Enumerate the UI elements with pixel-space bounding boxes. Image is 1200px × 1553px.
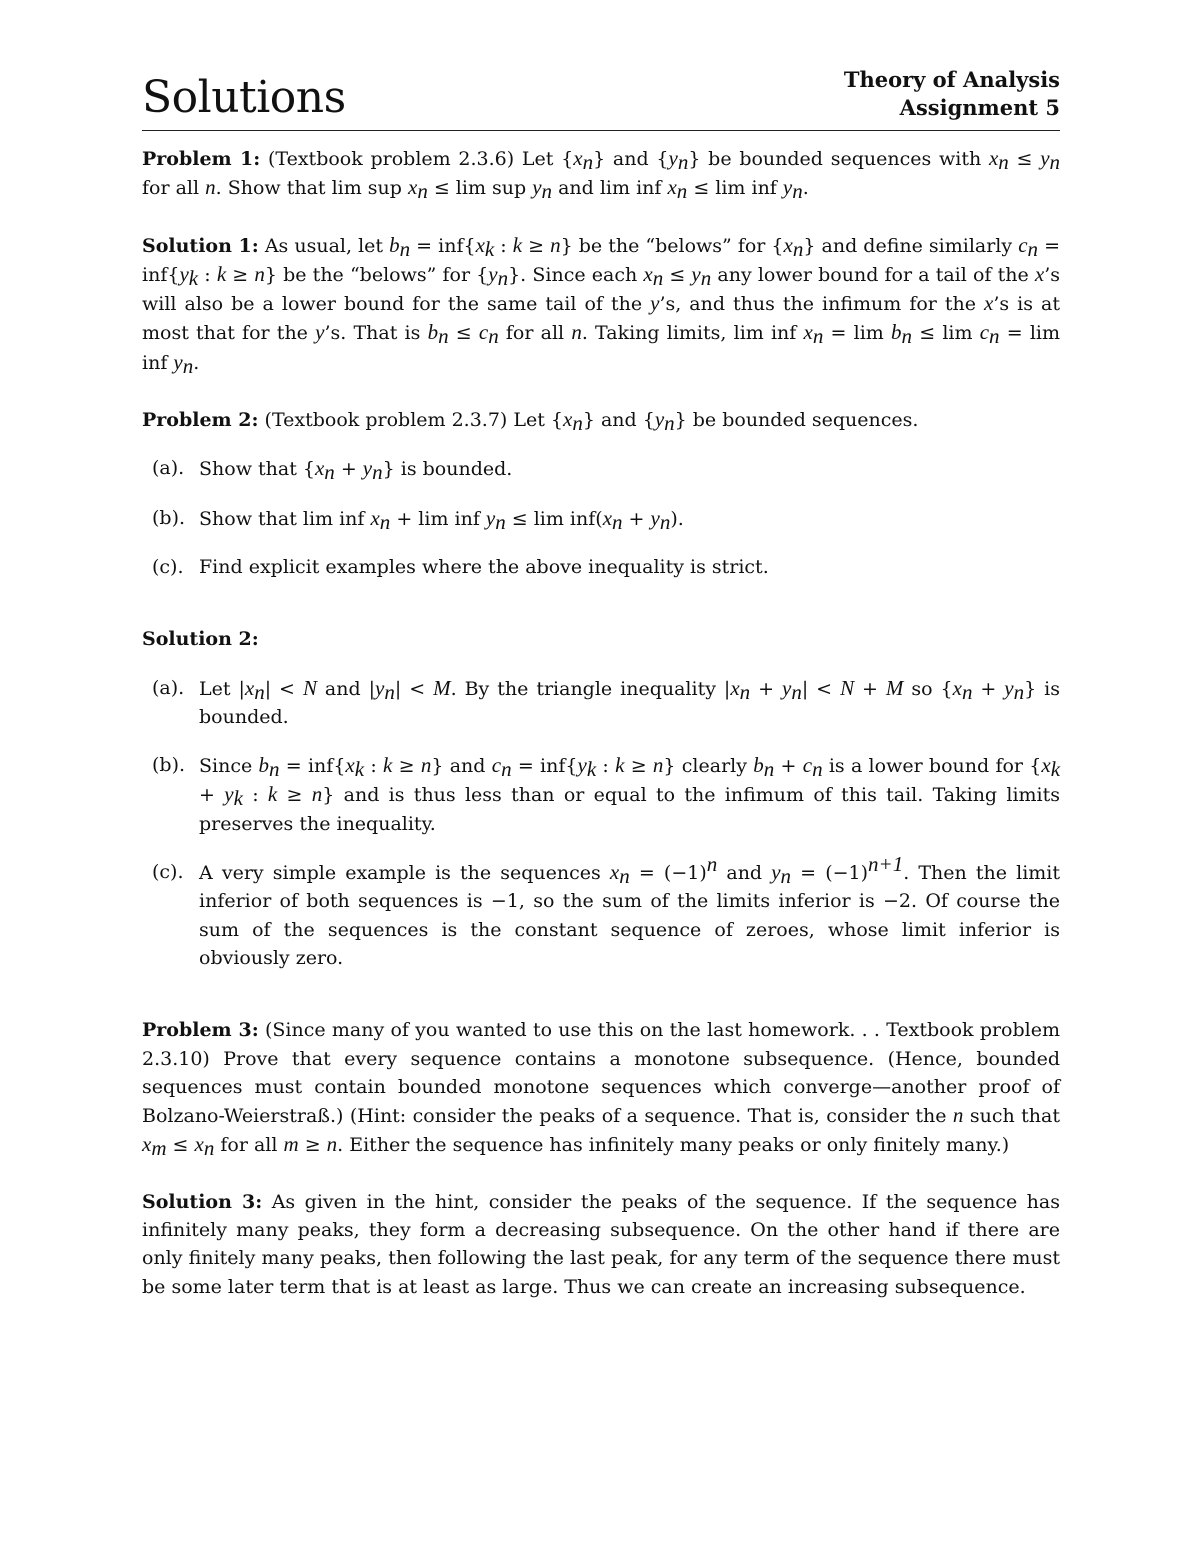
solution-label: Solution 3: xyxy=(142,1190,263,1213)
problem-label: Problem 2: xyxy=(142,409,259,432)
problem-1: Problem 1: (Textbook problem 2.3.6) Let $\{x_n\}$ and $\{y_n\}$ be bounded sequences with $x_n \le y_n$ for all n. Show that lim sup $x_n \le \lim$ sup $y_n$ and lim inf $x_n \le \lim$ inf $y_n$. xyxy=(142,146,1061,204)
list-item: (b). Since $b_n = inf\{x_k$ : k ≥ n} and $c_n = inf\{y_k$ : k ≥ n} clearly $b_n + c_n$ is a lower bound for {$x_k + y_k$ : k ≥ n} and is thus less than or equal to the infimum of this tail. Taking limits preserves the inequality. xyxy=(152,753,1061,835)
list-item: (c). A very simple example is the sequences $x_n = (-1)^n$ and $y_n = (-1)^{n+1}$. Then the limit inferior of both sequences is −1, so the sum of the limits inferior is −2. Of course the sum of the sequences is the constant sequence of zeroes, whose limit inferior is obviously zero. xyxy=(152,852,1060,969)
header-rule xyxy=(142,130,1060,131)
document-title: Solutions xyxy=(142,72,346,123)
list-item: (a). Show that $\{x_n + y_n\}$ is bounded. xyxy=(152,456,513,485)
solution-label: Solution 2: xyxy=(142,628,259,651)
document-body xyxy=(142,144,1060,1329)
solution-label: Solution 1: xyxy=(142,234,259,257)
list-item: (b). Show that lim inf $x_n + \lim$ inf $y_n \le \lim inf(x_n + y_n)$. xyxy=(152,505,684,534)
assignment-number: Assignment 5 xyxy=(899,95,1060,120)
problem-2: Problem 2: (Textbook problem 2.3.7) Let $\{x_n\}$ and $\{y_n\}$ be bounded sequences. xyxy=(142,407,919,436)
problem-label: Problem 3: xyxy=(142,1019,259,1042)
solution-2-parts xyxy=(142,674,1060,973)
course-name: Theory of Analysis xyxy=(843,67,1060,92)
solution-3: Solution 3: As given in the hint, consider the peaks of the sequence. If the sequence has infinitely many peaks, they form a decreasing subsequence. On the other hand if there are only finitely many peaks, then following the last peak, for any term of the sequence there must be some later term that is at least as large. Thus we can create an increasing subsequence. xyxy=(142,1190,1060,1298)
page-header xyxy=(142,66,1060,132)
list-item: (a). Let $|x_n| < N$ and $|y_n| < M$. By the triangle inequality $|x_n + y_n| < N + M$ so $\{x_n + y_n\}$ is bounded. xyxy=(152,675,1061,728)
list-item: (c). Find explicit examples where the above inequality is strict. xyxy=(152,555,769,578)
problem-3: Problem 3: (Since many of you wanted to use this on the last homework. . . Textbook problem 2.3.10) Prove that every sequence contains a monotone subsequence. (Hence, bounded sequences must contain bounded monotone sequences which converge—another proof of Bolzano-Weierstraß.) (Hint: consider the peaks of a sequence. That is, consider the n such that $x_m \le x_n$ for all m ≥ n. Either the sequence has infinitely many peaks or only finitely many.) xyxy=(142,1019,1061,1161)
solution-1: Solution 1: As usual, let $b_n = inf\{x_k$ : k ≥ n} be the “belows” for $\{x_n\}$ and define similarly $c_n = inf\{y_k$ : k ≥ n} be the “belows” for $\{y_n\}$. Since each $x_n \le y_n$ any lower bound for a tail of the x’s will also be a lower bound for the same tail of the y’s, and thus the infimum for the x’s is at most that for the y’s. That is $b_n \le c_n$ for all n. Taking limits, lim inf $x_n = \lim b_n \le \lim c_n = \lim$ inf $y_n$. xyxy=(142,232,1060,378)
solution-2 xyxy=(142,625,1060,653)
header-course-block xyxy=(844,66,1060,122)
problem-2-parts xyxy=(142,454,1060,581)
problem-label: Problem 1: xyxy=(142,148,261,170)
